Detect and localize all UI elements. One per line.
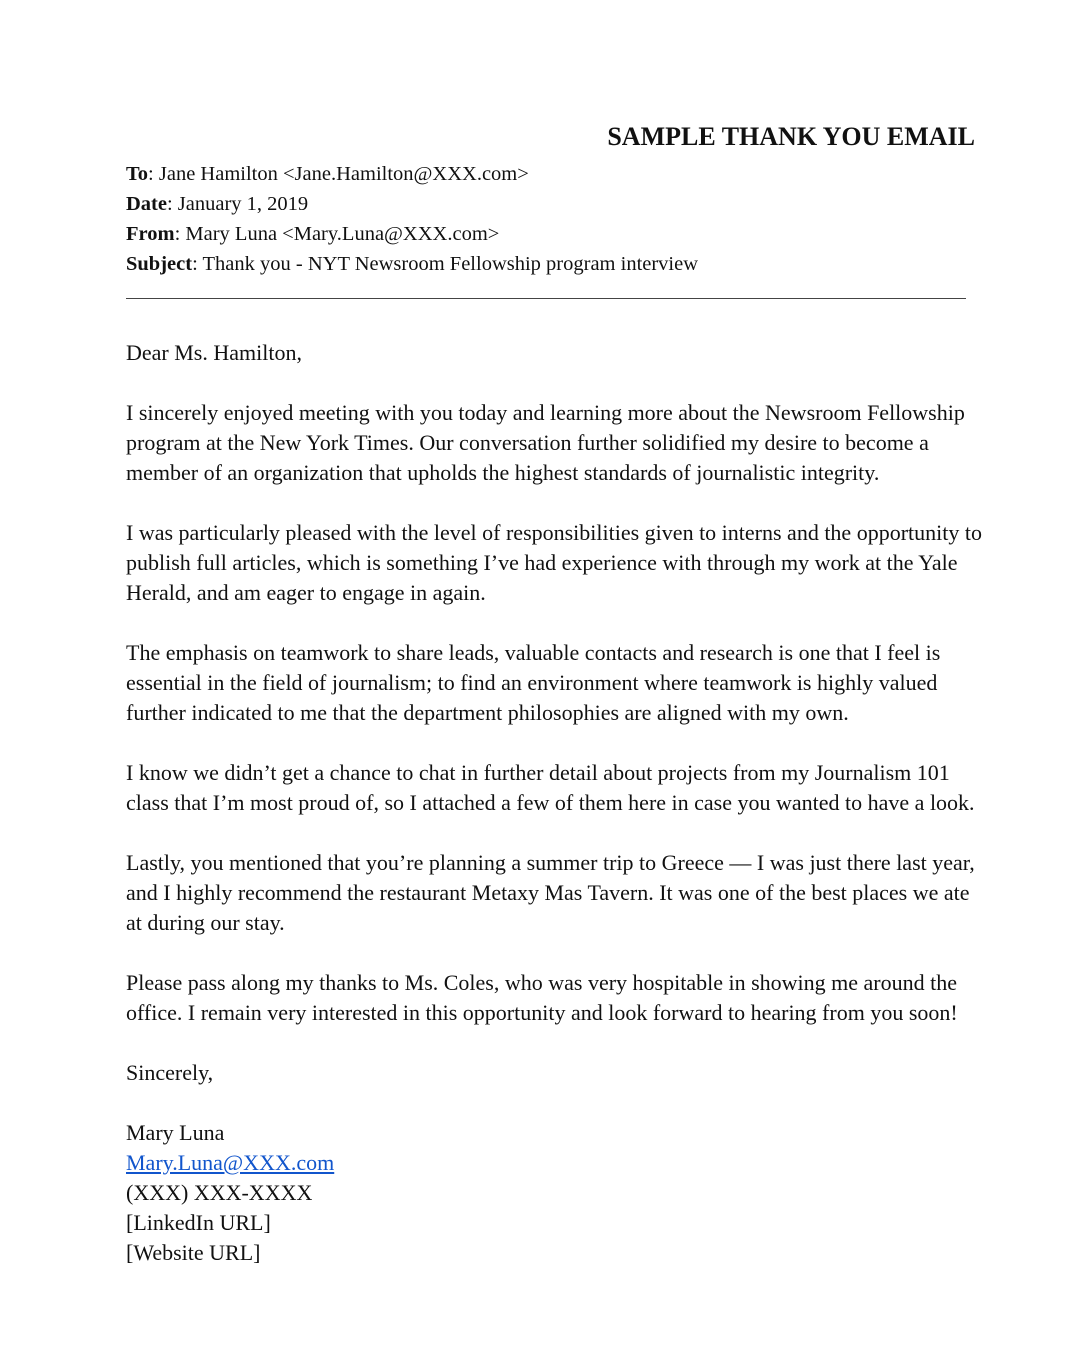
signature-phone: (XXX) XXX-XXXX [126, 1180, 313, 1205]
email-body [126, 338, 982, 1268]
body-paragraph [126, 518, 982, 608]
to-value: : Jane Hamilton <Jane.Hamilton@XXX.com> [148, 163, 529, 185]
signature-name: Mary Luna [126, 1120, 225, 1145]
subject-line [126, 249, 698, 279]
to-line [126, 159, 698, 189]
paragraph-line: The emphasis on teamwork to share leads, valuable contacts and research is one that I feel is [126, 640, 941, 665]
paragraph-line: member of an organization that upholds the highest standards of journalistic integrity. [126, 460, 880, 485]
document-title: SAMPLE THANK YOU EMAIL [607, 122, 975, 151]
paragraph-line: I sincerely enjoyed meeting with you today and learning more about the Newsroom Fellowship [126, 400, 965, 425]
from-label: From [126, 223, 175, 245]
subject-label: Subject [126, 253, 193, 275]
body-paragraph [126, 968, 982, 1028]
body-paragraph [126, 848, 982, 938]
to-label: To [126, 163, 149, 185]
paragraph-line: Herald, and am eager to engage in again. [126, 580, 486, 605]
paragraph-line: Please pass along my thanks to Ms. Coles, who was very hospitable in showing me around the [126, 970, 958, 995]
paragraph-line: publish full articles, which is something I’ve had experience with through my work at the Yale [126, 550, 958, 575]
paragraph-line: at during our stay. [126, 910, 285, 935]
from-value: : Mary Luna <Mary.Luna@XXX.com> [174, 223, 500, 245]
paragraph-line: I was particularly pleased with the level of responsibilities given to interns and the opportunity to [126, 520, 982, 545]
divider [126, 298, 966, 299]
paragraph-line: Lastly, you mentioned that you’re planning a summer trip to Greece — I was just there last year, [126, 850, 975, 875]
email-header [126, 159, 698, 279]
from-line [126, 219, 698, 249]
closing: Sincerely, [126, 1060, 214, 1085]
subject-value: : Thank you - NYT Newsroom Fellowship program interview [192, 253, 699, 275]
body-paragraph [126, 398, 982, 488]
body-paragraph [126, 758, 982, 818]
body-paragraph [126, 638, 982, 728]
paragraph-line: class that I’m most proud of, so I attached a few of them here in case you wanted to have a look. [126, 790, 975, 815]
date-label: Date [126, 193, 167, 215]
paragraph-line: program at the New York Times. Our conversation further solidified my desire to become a [126, 430, 929, 455]
date-value: : January 1, 2019 [166, 193, 309, 215]
date-line [126, 189, 698, 219]
paragraph-line: I know we didn’t get a chance to chat in further detail about projects from my Journalism 101 [126, 760, 950, 785]
paragraph-line: office. I remain very interested in this opportunity and look forward to hearing from you soon! [126, 1000, 958, 1025]
paragraph-line: further indicated to me that the department philosophies are aligned with my own. [126, 700, 849, 725]
paragraph-line: essential in the field of journalism; to find an environment where teamwork is highly valued [126, 670, 938, 695]
signature-website: [Website URL] [126, 1240, 261, 1265]
signature [126, 1118, 982, 1268]
salutation: Dear Ms. Hamilton, [126, 340, 302, 365]
signature-email-link[interactable]: Mary.Luna@XXX.com [126, 1150, 335, 1175]
paragraph-line: and I highly recommend the restaurant Metaxy Mas Tavern. It was one of the best places we ate [126, 880, 970, 905]
signature-linkedin: [LinkedIn URL] [126, 1210, 271, 1235]
